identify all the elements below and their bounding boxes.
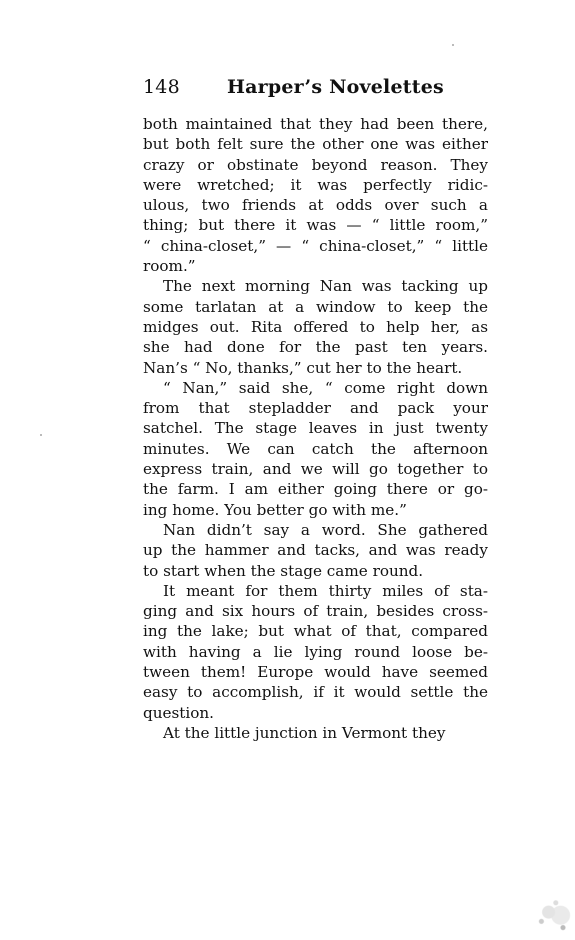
text-line: to start when the stage came round. <box>143 561 424 580</box>
body-text <box>143 114 488 743</box>
text-line: up the hammer and tacks, and was ready <box>143 541 488 560</box>
text-line: thing; but there it was — “ little room,” <box>143 216 488 235</box>
page-number: 148 <box>143 76 180 98</box>
text-line: Nan didn’t say a word. She gathered <box>163 520 488 539</box>
text-line: It meant for them thirty miles of sta- <box>163 581 488 600</box>
text-line: Nan’s “ No, thanks,” cut her to the heart. <box>143 358 463 377</box>
text-line: satchel. The stage leaves in just twenty <box>143 419 488 438</box>
running-title: Harper’s Novelettes <box>227 76 444 98</box>
scan-artifact <box>527 878 575 940</box>
text-line: ulous, two friends at odds over such a <box>143 196 488 215</box>
paper-speck <box>452 44 454 46</box>
text-line: “ Nan,” said she, “ come right down <box>163 378 488 397</box>
text-line: “ china-closet,” — “ china-closet,” “ little <box>143 236 488 255</box>
text-line: The next morning Nan was tacking up <box>163 277 488 296</box>
text-line: were wretched; it was perfectly ridic- <box>143 175 488 194</box>
text-line: both maintained that they had been there, <box>143 115 488 133</box>
text-line: midges out. Rita offered to help her, as <box>143 317 488 336</box>
text-line: with having a lie lying round loose be- <box>143 642 488 661</box>
text-line: the farm. I am either going there or go- <box>143 480 488 499</box>
text-line: question. <box>143 703 214 722</box>
text-line: some tarlatan at a window to keep the <box>143 297 488 316</box>
text-line: tween them! Europe would have seemed <box>143 663 488 682</box>
text-line: express train, and we will go together to <box>143 460 488 479</box>
text-line: At the little junction in Vermont they <box>163 723 446 742</box>
text-line: easy to accomplish, if it would settle the <box>143 683 488 702</box>
text-line: ing the lake; but what of that, compared <box>143 622 488 641</box>
text-line: ging and six hours of train, besides cross- <box>143 602 488 621</box>
text-line: room.” <box>143 257 196 276</box>
text-line: minutes. We can catch the afternoon <box>143 439 488 458</box>
text-line: crazy or obstinate beyond reason. They <box>143 155 488 174</box>
text-line: ing home. You better go with me.” <box>143 500 407 519</box>
text-line: she had done for the past ten years. <box>143 338 488 357</box>
paper-speck <box>40 434 42 436</box>
text-line: but both felt sure the other one was either <box>143 135 488 154</box>
text-line: from that stepladder and pack your <box>143 399 488 418</box>
page-header <box>143 76 488 102</box>
